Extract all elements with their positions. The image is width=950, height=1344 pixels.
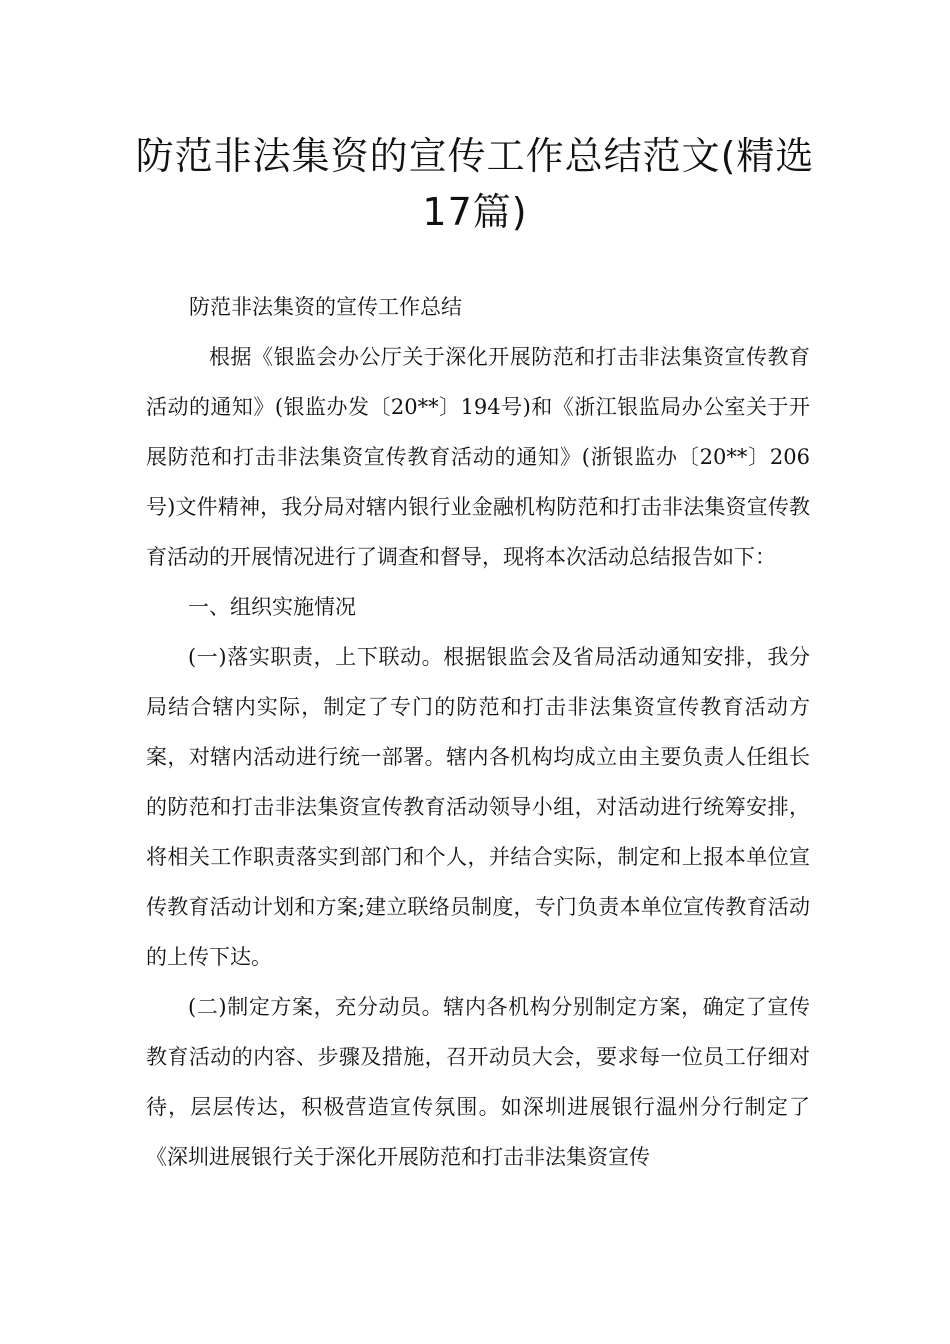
paragraph-intro: 根据《银监会办公厅关于深化开展防范和打击非法集资宣传教育活动的通知》(银监办发〔20**〕194号)和《浙江银监局办公室关于开展防范和打击非法集资宣传教育活动的通知》(浙银监办〔20**〕206号)文件精神，我分局对辖内银行业金融机构防范和打击非法集资宣传教育活动的开展情况进行了调查和督导，现将本次活动总结报告如下：	[146, 345, 810, 569]
paragraph-responsibility: (一)落实职责，上下联动。根据银监会及省局活动通知安排，我分局结合辖内实际，制定了专门的防范和打击非法集资宣传教育活动方案，对辖内活动进行统一部署。辖内各机构均成立由主要负责人任组长的防范和打击非法集资宣传教育活动领导小组，对活动进行统筹安排，将相关工作职责落实到部门和个人，并结合实际，制定和上报本单位宣传教育活动计划和方案;建立联络员制度，专门负责本单位宣传教育活动的上传下达。	[146, 645, 810, 969]
section-heading: 一、组织实施情况	[188, 595, 356, 619]
paragraph-planning: (二)制定方案，充分动员。辖内各机构分别制定方案，确定了宣传教育活动的内容、步骤及措施，召开动员大会，要求每一位员工仔细对待，层层传达，积极营造宣传氛围。如深圳进展银行温州分行制定了《深圳进展银行关于深化开展防范和打击非法集资宣传	[146, 995, 810, 1169]
document-subtitle: 防范非法集资的宣传工作总结	[189, 295, 462, 319]
document-title: 防范非法集资的宣传工作总结范文(精选17篇)	[135, 134, 815, 234]
document-body	[146, 282, 810, 1182]
